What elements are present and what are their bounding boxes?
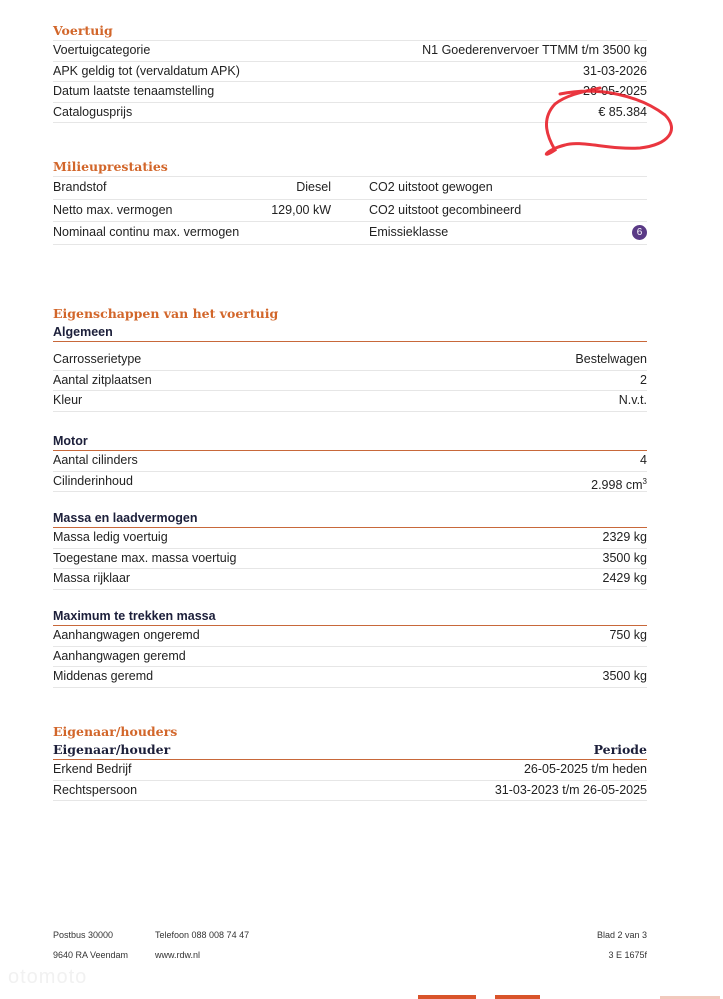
section-title: Eigenschappen van het voertuig — [53, 306, 279, 321]
row-value-text: 3500 kg — [602, 550, 647, 565]
footer-website[interactable]: www.rdw.nl — [155, 950, 201, 960]
row-label: CO2 uitstoot gewogen — [369, 180, 493, 194]
subsection-title-algemeen: Algemeen — [53, 323, 647, 342]
row-value-text: 2329 kg — [602, 530, 647, 544]
row-label: Massa ledig voertuig — [53, 530, 168, 544]
row-value-text: N1 Goederenvervoer TTMM t/m 3500 kg — [422, 43, 647, 57]
section-title: Milieuprestaties — [53, 158, 647, 177]
row-value-text: 26-05-2025 t/m heden — [523, 762, 647, 776]
column-header-owner: Eigenaar/houder — [53, 742, 171, 757]
row-label: Rechtspersoon — [53, 782, 138, 797]
emission-class-badge: 6 — [632, 225, 647, 240]
row-label: Brandstof — [53, 180, 107, 194]
row-value-text: 3500 kg — [602, 669, 647, 683]
row-value-text: € 85.384 — [598, 104, 647, 119]
row-value-text: N.v.t. — [618, 393, 647, 407]
row-value-text: 2 — [640, 372, 647, 387]
row-value-text: 26-05-2025 — [583, 84, 647, 98]
row-label: Netto max. vermogen — [53, 202, 173, 217]
row-label: Toegestane max. massa voertuig — [53, 550, 237, 565]
row-value-text: 31-03-2023 t/m 26-05-2025 — [494, 782, 647, 797]
row-label: Emissieklasse — [369, 225, 449, 239]
column-header-period: Periode — [593, 742, 647, 757]
row-value-text: 31-03-2026 — [583, 63, 647, 78]
footer-code: 3 E 1675f — [608, 950, 647, 960]
row-value: Diesel — [296, 180, 331, 194]
row-value-text: 4 — [640, 453, 647, 467]
footer-phone: Telefoon 088 008 74 47 — [155, 930, 250, 940]
superscript: 3 — [642, 476, 647, 486]
footer-postbus: Postbus 30000 — [53, 930, 114, 940]
row-value-text: Bestelwagen — [575, 352, 647, 366]
row-value-text: 2.998 cm — [591, 477, 643, 492]
row-label: Catalogusprijs — [53, 104, 133, 119]
row-label: CO2 uitstoot gecombineerd — [369, 202, 522, 217]
section-title: Eigenaar/houders — [53, 724, 178, 739]
subsection-title-trekken: Maximum te trekken massa — [53, 607, 647, 626]
row-value-text: 750 kg — [609, 628, 647, 642]
row-label: Massa rijklaar — [53, 571, 131, 585]
row-label: Nominaal continu max. vermogen — [53, 225, 240, 239]
row-value: 129,00 kW — [271, 202, 331, 217]
footer-address: 9640 RA Veendam — [53, 950, 129, 960]
section-title: Voertuig — [53, 22, 647, 41]
subsection-title-massa: Massa en laadvermogen — [53, 509, 647, 528]
row-label: APK geldig tot (vervaldatum APK) — [53, 63, 240, 78]
row-label: Kleur — [53, 393, 83, 407]
row-label: Aantal zitplaatsen — [53, 372, 152, 387]
row-label: Carrosserietype — [53, 352, 142, 366]
row-label: Cilinderinhoud — [53, 473, 133, 488]
row-label: Aanhangwagen geremd — [53, 648, 186, 663]
row-label: Aantal cilinders — [53, 453, 138, 467]
row-label: Middenas geremd — [53, 669, 154, 683]
row-label: Aanhangwagen ongeremd — [53, 628, 200, 642]
row-label: Datum laatste tenaamstelling — [53, 84, 215, 98]
watermark: otomoto — [8, 966, 88, 988]
row-value-text: 2429 kg — [602, 571, 647, 585]
row-label: Erkend Bedrijf — [53, 762, 132, 776]
subsection-title-motor: Motor — [53, 432, 647, 451]
row-label: Voertuigcategorie — [53, 43, 151, 57]
footer-page-number: Blad 2 van 3 — [596, 930, 647, 940]
